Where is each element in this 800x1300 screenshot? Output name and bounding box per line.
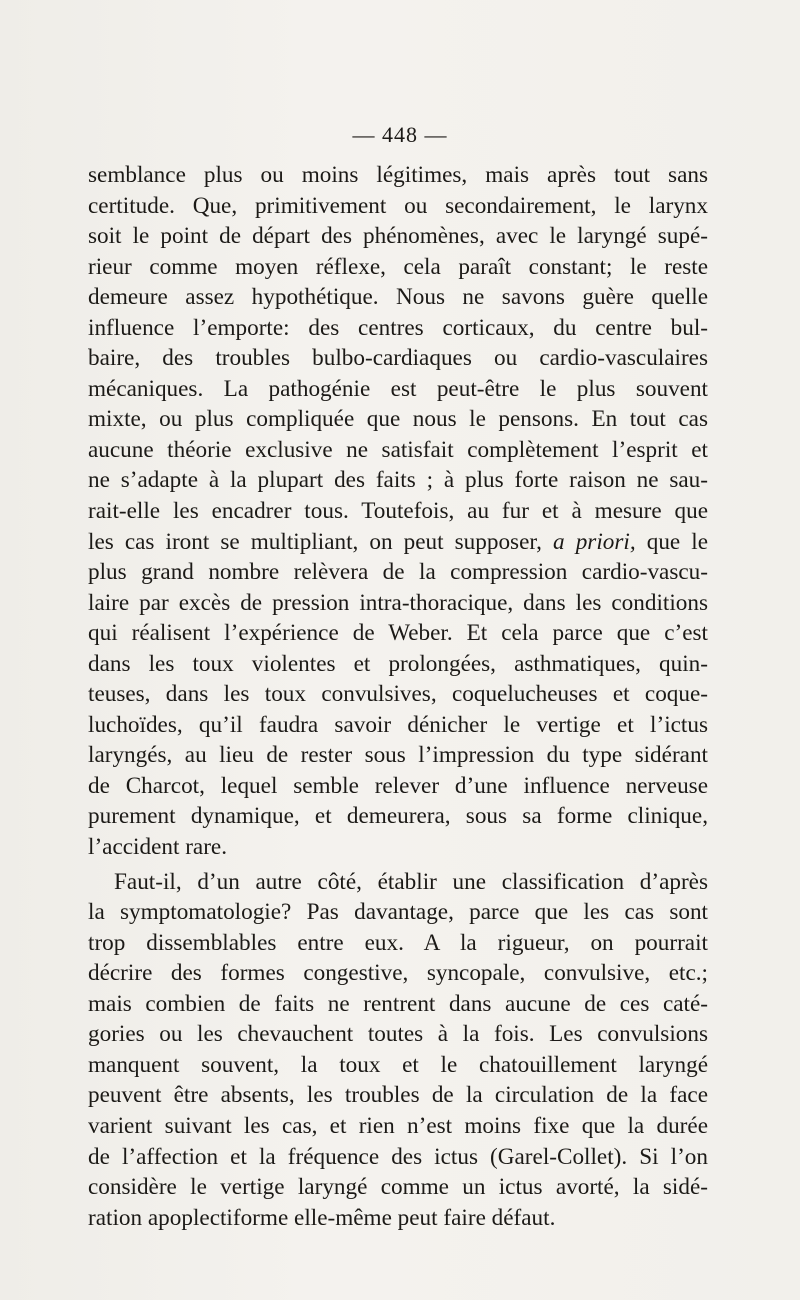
text-line: teuses, dans les toux convulsives, coquelucheuses et coque- [88,681,708,708]
text-line: purement dynamique, et demeurera, sous sa forme clinique, [88,803,708,830]
text-line: manquent souvent, la toux et le chatouillement laryngé [88,1051,708,1078]
text-line: ne s’adapte à la plupart des faits ; à plus forte raison ne sau- [88,467,708,494]
line-tail: que le [646,528,709,555]
text-line: de l’affection et la fréquence des ictus (Garel-Collet). Si l’on [88,1143,708,1170]
text-line: gories ou les chevauchent toutes à la fois. Les convulsions [88,1021,708,1048]
text-line: laryngés, au lieu de rester sous l’impression du type sidérant [88,742,708,769]
paragraph-2 [88,867,708,1234]
text-line: varient suivant les cas, et rien n’est moins fixe que la durée [88,1112,708,1139]
text-line: aucune théorie exclusive ne satisfait complètement l’esprit et [88,436,708,463]
text-line: peuvent être absents, les troubles de la circulation de la face [88,1082,708,1109]
text-line: certitude. Que, primitivement ou secondairement, le larynx [88,192,708,219]
text-line: trop dissemblables entre eux. A la rigueur, on pourrait [88,929,708,956]
text-line: mécaniques. La pathogénie est peut-être le plus souvent [88,375,708,402]
text-line: qui réalisent l’expérience de Weber. Et cela parce que c’est [88,620,708,647]
text-line: luchoïdes, qu’il faudra savoir dénicher le vertige et l’ictus [88,711,708,738]
line-head: les cas iront se multipliant, on peut supposer, [88,528,542,555]
text-line: mais combien de faits ne rentrent dans aucune de ces caté- [88,990,708,1017]
text-line-with-italic [88,527,708,558]
text-line: baire, des troubles bulbo-cardiaques ou cardio-vasculaires [88,345,708,372]
text-line: demeure assez hypothétique. Nous ne savons guère quelle [88,284,708,311]
text-line: décrire des formes congestive, syncopale, convulsive, etc.; [88,960,708,987]
text-line: dans les toux violentes et prolongées, asthmatiques, quin- [88,650,708,677]
body-text [88,160,708,1233]
page-number: — 448 — [352,122,448,147]
text-line: mixte, ou plus compliquée que nous le pensons. En tout cas [88,406,708,433]
text-line: laire par excès de pression intra-thoracique, dans les conditions [88,589,708,616]
text-line: plus grand nombre relèvera de la compression cardio-vascu- [88,559,708,586]
text-line: rait-elle les encadrer tous. Toutefois, au fur et à mesure que [88,498,708,525]
text-line: la symptomatologie? Pas davantage, parce que les cas sont [88,899,708,926]
text-line: considère le vertige laryngé comme un ictus avorté, la sidé- [88,1174,708,1201]
text-line: soit le point de départ des phénomènes, avec le laryngé supé- [88,223,708,250]
text-line: Faut-il, d’un autre côté, établir une classification d’après [114,868,708,895]
paragraph-1 [88,160,708,863]
text-line: rieur comme moyen réflexe, cela paraît constant; le reste [88,253,708,280]
text-line: de Charcot, lequel semble relever d’une influence nerveuse [88,772,708,799]
text-line: semblance plus ou moins légitimes, mais après tout sans [88,162,708,188]
text-line: ration apoplectiforme elle-même peut faire défaut. [88,1204,556,1231]
text-line: influence l’emporte: des centres corticaux, du centre bul- [88,314,708,341]
text-line: l’accident rare. [88,834,228,861]
italic-phrase: a priori, [553,528,636,555]
